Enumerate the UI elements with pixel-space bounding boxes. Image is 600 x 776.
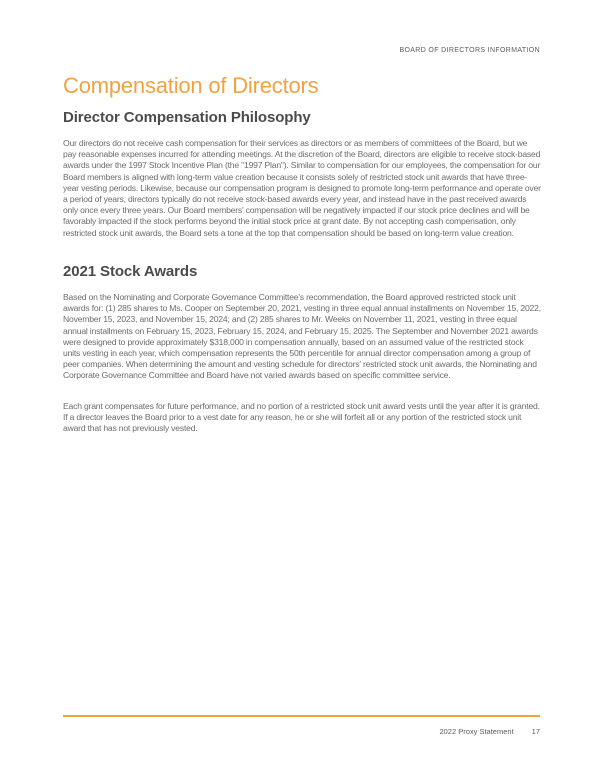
page-title: Compensation of Directors: [63, 73, 319, 98]
paragraph-compensation-philosophy: Our directors do not receive cash compensation for their services as directors or as members of committees of the Board, but we pay reasonable expenses incurred for attending meetings. At the discretion of the Board, directors are eligible to receive stock-based awards under the 1997 Stock Incentive Plan (the "1997 Plan"). Similar to compensation for our employees, the compensation for our Board members is aligned with long-term value creation because it consists solely of restricted stock unit awards that have three-year vesting periods. Likewise, because our compensation program is designed to promote long-term performance and operate over a period of years, directors typically do not receive stock-based awards every year, and instead have in the past received awards only once every three years. Our Board members' compensation will be negatively impacted if our stock price declines and will be favorably impacted if the stock performs beyond the initial stock price at grant date. By not accepting cash compensation, only restricted stock unit awards, the Board sets a tone at the top that compensation should be based on long-term value creation.: [63, 138, 541, 238]
footer-document-label: 2022 Proxy Statement: [439, 727, 514, 736]
footer-divider-rule: [63, 715, 540, 717]
section-heading-director-compensation-philosophy: Director Compensation Philosophy: [63, 109, 311, 126]
footer-page-number: 17: [531, 727, 540, 736]
page-footer: [439, 727, 540, 736]
running-header: BOARD OF DIRECTORS INFORMATION: [399, 47, 540, 54]
paragraph-stock-awards-details: Based on the Nominating and Corporate Governance Committee's recommendation, the Board approved restricted stock unit awards for: (1) 285 shares to Ms. Cooper on September 20, 2021, vesting in three equal annual installments on November 15, 2022, November 15, 2023, and November 15, 2024; and (2) 285 shares to Mr. Weeks on November 11, 2021, vesting in three equal annual installments on February 15, 2023, February 15, 2024, and February 15, 2025. The September and November 2021 awards were designed to provide approximately $318,000 in compensation annually, based on an assumed value of the restricted stock units vesting in each year, which compensation represents the 50th percentile for annual director compensation among a group of peer companies. When determining the amount and vesting schedule for directors' restricted stock unit awards, the Nominating and Corporate Governance Committee and Board have not varied awards based on specific committee service.: [63, 292, 541, 381]
paragraph-grant-vesting-terms: Each grant compensates for future performance, and no portion of a restricted stock unit award vests until the year after it is granted. If a director leaves the Board prior to a vest date for any reason, he or she will forfeit all or any portion of the restricted stock unit award that has not previously vested.: [63, 401, 540, 434]
section-heading-2021-stock-awards: 2021 Stock Awards: [63, 263, 198, 280]
